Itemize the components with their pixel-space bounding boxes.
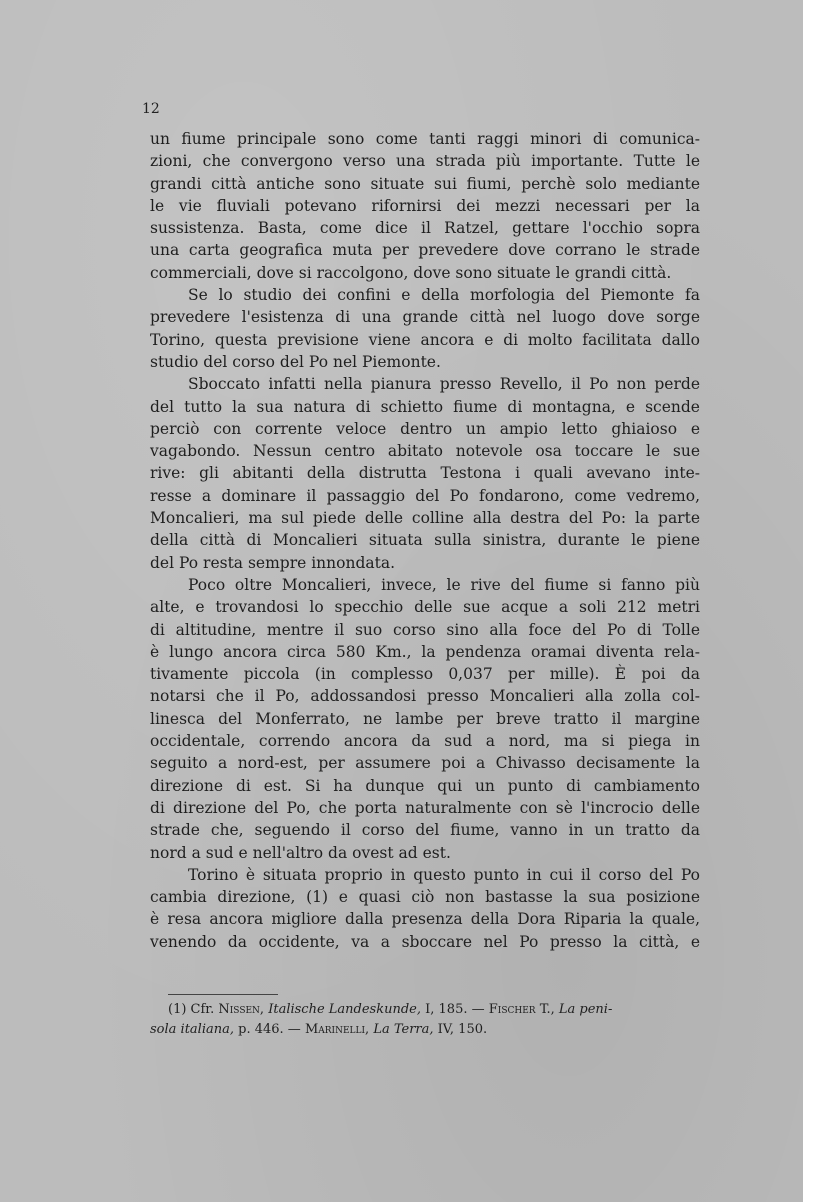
page-number: 12 <box>142 101 160 117</box>
text-line: perciò con corrente veloce dentro un ampio letto ghiaioso e <box>150 419 700 438</box>
footnote-title: Italische Landeskunde, <box>268 1002 421 1017</box>
footnote-line <box>150 1020 705 1040</box>
footnote-divider <box>168 994 278 995</box>
text-line: zioni, che convergono verso una strada più importante. Tutte le <box>150 152 700 171</box>
text-line: nord a sud e nell'altro da ovest ad est. <box>150 843 451 862</box>
text-line: di direzione del Po, che porta naturalmente con sè l'incrocio delle <box>150 798 700 817</box>
footnotes <box>150 1000 705 1040</box>
text-line: seguito a nord-est, per assumere poi a Chivasso decisamente la <box>150 754 700 773</box>
text-line: Torino è situata proprio in questo punto in cui il corso del Po <box>188 865 700 884</box>
text-line: resse a dominare il passaggio del Po fondarono, come vedremo, <box>150 486 700 505</box>
footnote-ref: I, 185. — <box>425 1002 485 1017</box>
text-line: studio del corso del Po nel Piemonte. <box>150 352 441 371</box>
text-line: del tutto la sua natura di schietto fiume di montagna, e scende <box>150 397 700 416</box>
footnote-author: Marinelli, <box>304 1022 370 1037</box>
text-line: occidentale, correndo ancora da sud a nord, ma si piega in <box>150 732 700 751</box>
text-line: cambia direzione, (1) e quasi ciò non bastasse la sua posizione <box>150 888 700 907</box>
text-line: è lungo ancora circa 580 Km., la pendenza oramai diventa rela- <box>150 642 700 661</box>
text-line: venendo da occidente, va a sboccare nel Po presso la città, e <box>150 932 700 951</box>
text-line: di altitudine, mentre il suo corso sino alla foce del Po di Tolle <box>150 620 700 639</box>
text-line: direzione di est. Si ha dunque qui un punto di cambiamento <box>150 776 700 795</box>
text-line: rive: gli abitanti della distrutta Testona i quali avevano inte- <box>150 464 700 483</box>
footnote-author: Nissen, <box>218 1002 265 1017</box>
text-line: Torino, questa previsione viene ancora e di molto facilitata dallo <box>150 330 700 349</box>
footnote-title: sola italiana, <box>150 1022 234 1037</box>
footnote-marker: (1) Cfr. <box>168 1002 215 1017</box>
text-line: è resa ancora migliore dalla presenza della Dora Riparia la quale, <box>150 910 700 929</box>
footnote-ref: IV, 150. <box>437 1022 488 1037</box>
text-line: Se lo studio dei confini e della morfologia del Piemonte fa <box>188 286 700 305</box>
text-line: notarsi che il Po, addossandosi presso Moncalieri alla zolla col- <box>150 687 700 706</box>
text-line: Moncalieri, ma sul piede delle colline alla destra del Po: la parte <box>150 509 700 528</box>
text-line: una carta geografica muta per prevedere dove corrano le strade <box>150 241 700 260</box>
text-line: Poco oltre Moncalieri, invece, le rive del fiume si fanno più <box>188 575 700 594</box>
footnote-author: Fischer T., <box>488 1002 555 1017</box>
text-line: del Po resta sempre innondata. <box>150 553 396 572</box>
body-text <box>150 128 700 953</box>
text-line: Sboccato infatti nella pianura presso Revello, il Po non perde <box>188 375 700 394</box>
text-line: prevedere l'esistenza di una grande città nel luogo dove sorge <box>150 308 700 327</box>
text-line: le vie fluviali potevano rifornirsi dei mezzi necessari per la <box>150 196 700 215</box>
footnote-line <box>150 1000 705 1020</box>
footnote-ref: p. 446. — <box>238 1022 301 1037</box>
scan-edge <box>803 0 813 1202</box>
text-line: della città di Moncalieri situata sulla sinistra, durante le piene <box>150 531 700 550</box>
footnote-title: La peni- <box>558 1002 613 1017</box>
text-line: un fiume principale sono come tanti raggi minori di comunica- <box>150 130 700 148</box>
footnote-title: La Terra, <box>373 1022 434 1037</box>
text-line: tivamente piccola (in complesso 0,037 per mille). È poi da <box>150 665 700 684</box>
text-line: vagabondo. Nessun centro abitato notevole osa toccare le sue <box>150 442 700 461</box>
text-line: strade che, seguendo il corso del fiume, vanno in un tratto da <box>150 821 700 840</box>
text-line: linesca del Monferrato, ne lambe per breve tratto il margine <box>150 709 700 728</box>
text-line: grandi città antiche sono situate sui fiumi, perchè solo mediante <box>150 174 700 193</box>
text-line: sussistenza. Basta, come dice il Ratzel, gettare l'occhio sopra <box>150 219 700 238</box>
text-line: commerciali, dove si raccolgono, dove sono situate le grandi città. <box>150 263 672 282</box>
text-line: alte, e trovandosi lo specchio delle sue acque a soli 212 metri <box>150 598 700 617</box>
